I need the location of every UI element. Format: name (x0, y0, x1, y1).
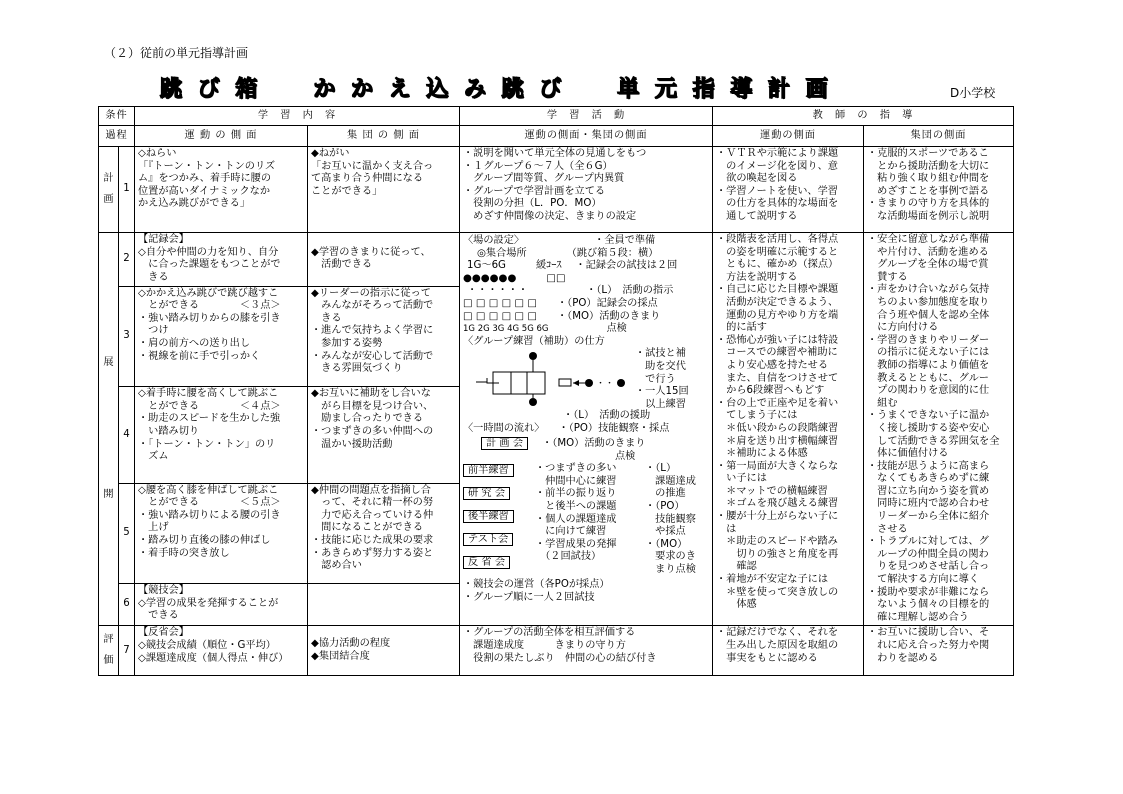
school-name: D小学校 (950, 86, 996, 100)
r2-group: ◆学習のきまりに従って、 活動できる (308, 233, 460, 287)
row-number: 1 (119, 147, 135, 233)
svg-text:・・: ・・ (596, 379, 615, 390)
develop-teacher-exercise: ・段階表を活用し、各得点 の姿を明確に示範すると ともに、確かめ（探点） 方法を説明する ・自己に応じた目標や課題 活動が決定できるよう、 運動の見方やゆり方を端 的に話す ・恐怖心が強い子には特設 コースでの練習や補助に より安心感を持たせる また、自信をつけさせて から6段練習へもどす ・台の上で正座や足を着い てしまう子には ＊低い段からの段階練習 ＊肩を送り出す横幅練習 ＊補助による体感 ・第一局面が大きくならな い子には ＊マットでの横幅練習 ＊ゴムを飛び越える練習 ・腰が十分上がらない子に は ＊助走のスピードや踏み 切りの強さと角度を再 確認 ・着地が不安定な子には ＊壁を使って突き放しの 体感 (713, 233, 864, 626)
header-exercise-side: 運 動 の 側 面 (135, 126, 308, 147)
r3-group: ◆リーダーの指示に従って みんながそろって活動で きる ・進んで気持ちよく学習に 参加する姿勢 ・みんなが安心して活動で きる雰囲気づくり (308, 286, 460, 387)
row-number: 2 (119, 233, 135, 287)
r1-teacher-exercise: ・ＶＴＲや示範により課題 のイメージ化を図り、意 欲の喚起を図る ・学習ノートを使い、学習 の仕方を具体的な場面を 通して説明する (713, 147, 864, 233)
header-conditions: 条件 (99, 107, 135, 126)
r6-group (308, 584, 460, 626)
section-label: （２）従前の単元指導計画 (104, 46, 249, 60)
phase-evaluate: 評 価 (99, 626, 119, 676)
r7-group: ◆協力活動の程度 ◆集団結合度 (308, 626, 460, 676)
step-second-box: 後半練習 (463, 510, 514, 523)
group-practice-diagram (473, 350, 633, 408)
r3-exercise: ◇かかえ込み跳びで跳び越すこ とができる ＜３点＞ ・強い踏み切りからの膝を引き つけ ・肩の前方への送り出し ・視線を前に手で引っかく (135, 286, 308, 387)
r5-exercise: ◇腰を高く膝を伸ばして跳ぶこ とができる ＜５点＞ ・強い踏み切りによる腰の引き 上げ ・踏み切り直後の膝の伸ばし ・着手時の突き放し (135, 483, 308, 584)
r1-teacher-group: ・克服的スポーツであるこ とから援助活動を大切に 粘り強く取り組む仲間を めざすことを事例で語る ・きまりの守り方を具体的 な活動場面を例示し説明 (864, 147, 1014, 233)
r5-group: ◆仲間の問題点を指摘し合 って、それに精一杯の努 力で応え合っていける仲 間になることができる ・技能に応じた成果の要求 ・あきらめず努力する姿と 認め合い (308, 483, 460, 584)
step-plan-box: 計 画 会 (481, 437, 528, 450)
row-number: 3 (119, 286, 135, 387)
header-exercise-group-side: 運動の側面・集団の側面 (460, 126, 713, 147)
page-title: 跳 び 箱 か か え 込 み 跳 び 単 元 指 導 計 画 (160, 77, 832, 102)
step-review-box: 反 省 会 (463, 556, 510, 569)
practice-notes: ・試技と補 助を交代 で行う ・一人15回 以上練習 (635, 348, 689, 410)
step-test-box: テスト会 (463, 533, 513, 546)
row-number: 7 (119, 626, 135, 676)
header-process: 過程 (99, 126, 135, 147)
r7-exercise: 【反省会】 ◇競技会成績（順位・G平均） ◇課題達成度（個人得点・伸び） (135, 626, 308, 676)
r1-activity: ・説明を聞いて単元全体の見通しをもつ ・１グループ６～７人（全６G） グループ間等質、グループ内異質 ・グループで学習計画を立てる 役割の分担（L．PO．MO） めざす仲間像の決定、きまりの設定 (460, 147, 713, 233)
r2-exercise: 【記録会】 ◇自分や仲間の力を知り、自分 に合った課題をもつことがで きる (135, 233, 308, 287)
r1-group: ◆ねがい 「お互いに温かく支え合っ て高まり合う仲間になる ことができる」 (308, 147, 460, 233)
header-group-side: 集 団 の 側 面 (308, 126, 460, 147)
row-number: 5 (119, 483, 135, 584)
step-first-box: 前半練習 (463, 464, 514, 477)
r7-teacher-exercise: ・記録だけでなく、それを 生み出した原因を取組の 事実をもとに認める (713, 626, 864, 676)
header-learning-activity: 学 習 活 動 (460, 107, 713, 126)
header-learning-content: 学 習 内 容 (135, 107, 460, 126)
header-teacher-guidance: 教 師 の 指 導 (713, 107, 1014, 126)
r7-activity: ・グループの活動全体を相互評価する 課題達成度 きまりの守り方 役割の果たしぶり 仲間の心の結び付き (460, 626, 713, 676)
unit-plan-table (98, 106, 1014, 676)
phase-plan: 計 画 (99, 147, 119, 233)
r7-teacher-group: ・お互いに援助し合い、そ れに応え合った努力や関 わりを認める (864, 626, 1014, 676)
phase-develop: 展 開 (99, 233, 119, 626)
row-number: 6 (119, 584, 135, 626)
r6-exercise: 【競技会】 ◇学習の成果を発揮することが できる (135, 584, 308, 626)
r1-exercise: ◇ねらい 「『トーン・トン・トンのリズ ム』をつかみ、着手時に腰の 位置が高いダイナミックなか かえ込み跳びができる」 (135, 147, 308, 233)
r4-exercise: ◇着手時に腰を高くして跳ぶこ とができる ＜４点＞ ・助走のスピードを生かした強 い踏み切り ・「トーン・トン・トン」のリ ズム (135, 387, 308, 483)
group-dots: ●●●●●● □□ (463, 272, 566, 284)
step-study-box: 研 究 会 (463, 487, 510, 500)
row-number: 4 (119, 387, 135, 483)
develop-activity: 〈場の設定〉 ・全員で準備 ◎集合場所 （跳び箱５段：横） 1G～6G 緩ｺｰｽ ・記録会の試技は２回 ●●●●●● □□ ・・・・・・ ・（L） 活動の指示 □ □ □ □ □ □ ・（PO）記録会の採点 □ □ □ □ □ □ ・（MO）活動のきまり 1G 2G 3G 4G 5G 6G 点検 〈グループ練習（補助）の仕方 ・・ ・試技と補 助を交代 で行う ・一人15回 以上練習 ・（L） 活動の援助 〈一時間の流れ〉 ・（PO）技能観察・採点 計 画 会 ・（MO）活動のきまり 点検 前半練習 研 究 会 後半練習 テスト会 反 省 会 ・つまずきの多い 仲間中心に練習 ・前半の振り返り と後半への課題 ・個人の課題達成 に向けて練習 ・学習成果の発揮 （２回試技） ・（L） 課題達成 の推進 ・（PO） 技能観察 や採点 ・（MO） 要求のき まり点検 ・競技会の運営（各POが採点） ・グループ順に一人２回試技 (460, 233, 713, 626)
title-row (160, 72, 1020, 102)
header-teacher-group: 集団の側面 (864, 126, 1014, 147)
flow-steps: 前半練習 研 究 会 後半練習 テスト会 反 省 会 ・つまずきの多い 仲間中心に練習 ・前半の振り返り と後半への課題 ・個人の課題達成 に向けて練習 ・学習成果の発揮 （２回試技） ・（L） 課題達成 の推進 ・（PO） 技能観察 や採点 ・（MO） 要求のき まり点検 (463, 463, 709, 579)
develop-teacher-group: ・安全に留意しながら準備 や片付け、活動を進める グループを全体の場で賞 賛する ・声をかけ合いながら気持 ちのよい参加態度を取り 合う班や個人を認め全体 に方向付ける ・学習のきまりやリーダー の指示に従えない子には 教師の指導により価値を 教えるとともに、グルー プの関わりを意図的に仕 組む ・うまくできない子に温か く接し援助する姿や安心 して活動できる雰囲気を全 体に価値付ける ・技能が思うように高まら なくてもあきらめずに練 習に立ち向かう姿を賞め 同時に班内で認め合わせ リーダーから全体に紹介 させる ・トラブルに対しては、グ ループの仲間全員の関わ りを見つめさせ話し合っ て解決する方向に導く ・援助や要求が非難になら ないよう個々の目標を的 確に理解し認め合う (864, 233, 1014, 626)
r4-group: ◆お互いに補助をし合いな がら目標を見つけ合い、 励まし合ったりできる ・つまずきの多い仲間への 温かい援助活動 (308, 387, 460, 483)
header-teacher-exercise: 運動の側面 (713, 126, 864, 147)
